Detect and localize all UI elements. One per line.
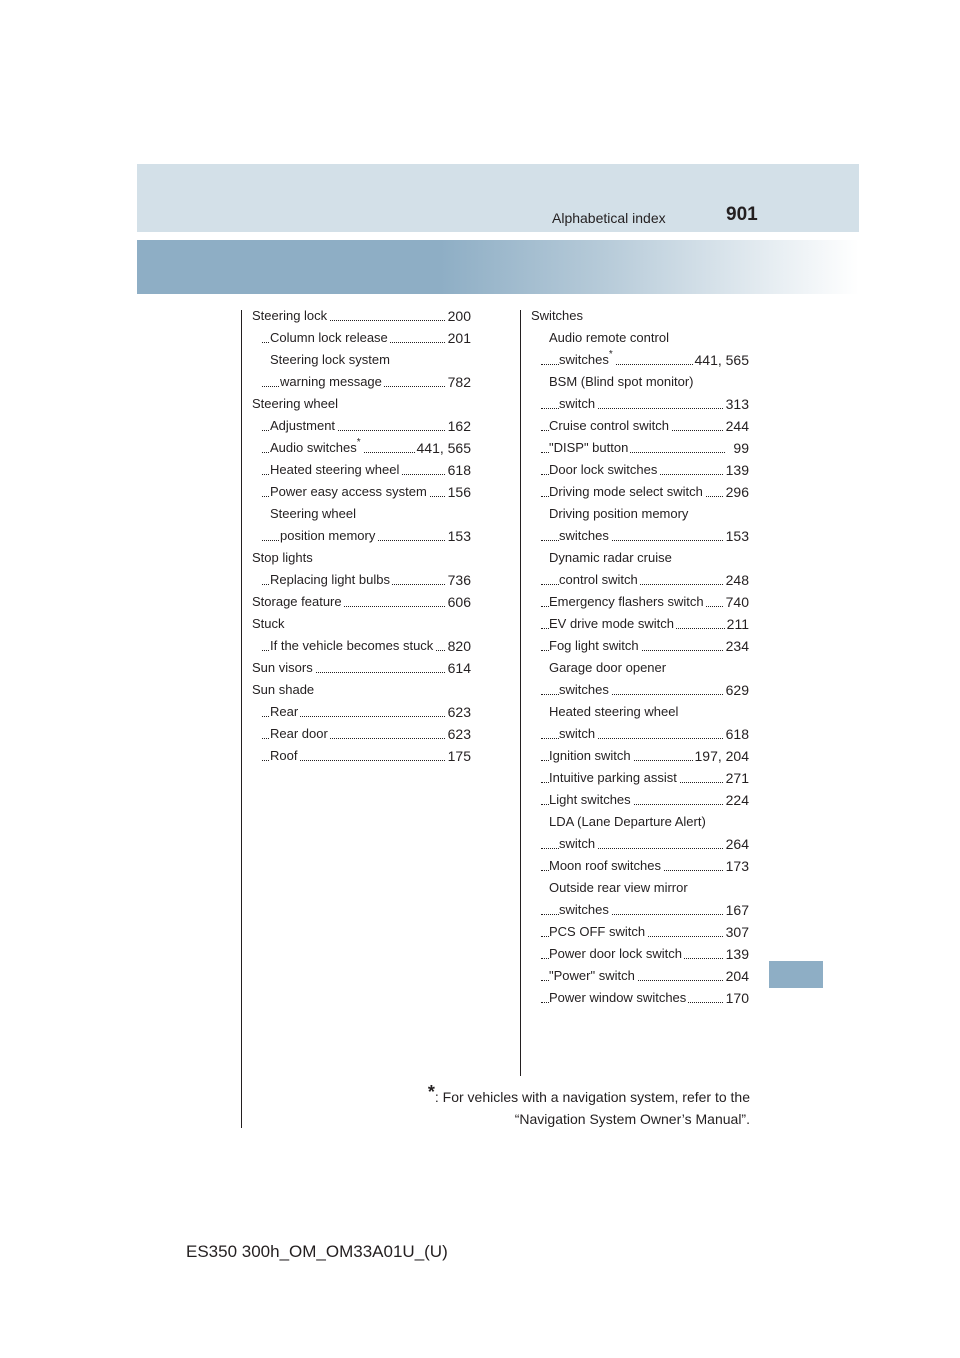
index-entry-label: switches <box>559 902 609 917</box>
index-entry <box>252 393 471 415</box>
index-entry-label: Steering wheel <box>252 396 338 411</box>
index-entry-page: 606 <box>446 591 471 613</box>
index-entry-label: switches* <box>559 349 613 367</box>
index-entry <box>531 877 749 899</box>
index-entry-page: 170 <box>724 987 749 1009</box>
index-entry-label: control switch <box>559 572 638 587</box>
index-column-left <box>252 305 471 767</box>
index-entry-label: Steering wheel <box>270 506 356 521</box>
index-entry-label: Power door lock switch <box>549 946 682 961</box>
index-entry-label: Sun visors <box>252 660 313 675</box>
index-entry-page: 629 <box>724 679 749 701</box>
index-entry-page: 623 <box>446 723 471 745</box>
index-entry <box>531 503 749 525</box>
index-entry-label: Roof <box>270 748 298 763</box>
index-entry-label: "Power" switch <box>549 968 635 983</box>
index-entry-page: 623 <box>446 701 471 723</box>
index-entry <box>531 723 749 745</box>
index-entry-label: Column lock release <box>270 330 388 345</box>
index-entry-page: 162 <box>446 415 471 437</box>
index-entry <box>531 437 749 459</box>
index-entry-page: 224 <box>724 789 749 811</box>
index-entry-page: 153 <box>446 525 471 547</box>
index-entry <box>531 635 749 657</box>
index-entry-page: 307 <box>724 921 749 943</box>
index-entry-page: 200 <box>446 305 471 327</box>
asterisk-mark: * <box>427 1082 435 1102</box>
index-entry-page: 201 <box>446 327 471 349</box>
index-entry-page: 441, 565 <box>415 437 472 459</box>
index-entry <box>531 525 749 547</box>
index-entry-label: Driving position memory <box>549 506 689 521</box>
index-entry-page: 244 <box>724 415 749 437</box>
index-entry <box>531 943 749 965</box>
index-entry-label: Ignition switch <box>549 748 631 763</box>
index-entry-label: switches <box>559 682 609 697</box>
index-entry-page: 248 <box>724 569 749 591</box>
index-entry-label: Driving mode select switch <box>549 484 703 499</box>
index-entry <box>531 547 749 569</box>
index-entry <box>252 305 471 327</box>
index-entry-page: 264 <box>724 833 749 855</box>
index-entry-label: Emergency flashers switch <box>549 594 704 609</box>
index-entry-label: Adjustment <box>270 418 336 433</box>
index-entry-label: Rear <box>270 704 299 719</box>
index-entry <box>531 459 749 481</box>
index-entry-page: 197, 204 <box>693 745 750 767</box>
index-entry-label: Steering lock system <box>270 352 390 367</box>
manual-code: ES350 300h_OM_OM33A01U_(U) <box>186 1242 448 1261</box>
index-entry-label: Sun shade <box>252 682 315 697</box>
index-entry-page: 173 <box>724 855 749 877</box>
index-entry <box>531 349 749 371</box>
index-entry-label: position memory <box>280 528 376 543</box>
index-entry <box>252 635 471 657</box>
index-entry-page: 296 <box>724 481 749 503</box>
index-entry <box>252 591 471 613</box>
left-margin-rule <box>241 310 242 1128</box>
index-entry <box>531 613 749 635</box>
index-column-right <box>531 305 749 1009</box>
index-entry-page: 99 <box>731 437 749 459</box>
index-entry <box>252 437 471 459</box>
index-entry-label: switch <box>559 396 596 411</box>
index-entry <box>252 657 471 679</box>
index-entry <box>531 679 749 701</box>
index-entry <box>252 349 471 371</box>
index-entry-label: Rear door <box>270 726 328 741</box>
index-entry <box>252 459 471 481</box>
index-entry-label: Replacing light bulbs <box>270 572 390 587</box>
index-entry-page: 167 <box>724 899 749 921</box>
index-entry <box>531 591 749 613</box>
index-entry-label: EV drive mode switch <box>549 616 674 631</box>
index-entry-label: Stuck <box>252 616 285 631</box>
index-entry-page: 313 <box>724 393 749 415</box>
index-entry-label: Garage door opener <box>549 660 667 675</box>
index-entry-label: Fog light switch <box>549 638 639 653</box>
index-entry-label: Moon roof switches <box>549 858 661 873</box>
index-entry <box>252 613 471 635</box>
asterisk-mark: * <box>608 349 613 360</box>
index-entry-label: Audio remote control <box>549 330 669 345</box>
index-entry-page: 204 <box>724 965 749 987</box>
footnote <box>427 1082 750 1130</box>
index-entry <box>252 503 471 525</box>
index-entry-label: Switches <box>531 308 584 323</box>
index-entry <box>531 855 749 877</box>
index-entry-page: 211 <box>725 613 749 635</box>
index-entry-label: Heated steering wheel <box>270 462 400 477</box>
index-entry <box>531 921 749 943</box>
index-entry-label: Outside rear view mirror <box>549 880 688 895</box>
index-entry-page: 175 <box>446 745 471 767</box>
index-entry <box>252 679 471 701</box>
index-entry-label: Power window switches <box>549 990 687 1005</box>
index-entry <box>252 569 471 591</box>
index-entry-page: 441, 565 <box>693 349 750 371</box>
index-entry <box>531 415 749 437</box>
index-entry-label: Door lock switches <box>549 462 658 477</box>
index-entry-page: 234 <box>724 635 749 657</box>
asterisk-mark: * <box>356 437 361 448</box>
index-entry-label: If the vehicle becomes stuck <box>270 638 434 653</box>
index-entry <box>531 987 749 1009</box>
index-entry-page: 782 <box>446 371 471 393</box>
index-entry <box>252 481 471 503</box>
page-number: 901 <box>726 204 758 225</box>
index-entry-label: BSM (Blind spot monitor) <box>549 374 694 389</box>
section-title: Alphabetical index <box>552 210 666 226</box>
index-entry-page: 156 <box>446 481 471 503</box>
index-entry-label: "DISP" button <box>549 440 629 455</box>
index-entry-label: Cruise control switch <box>549 418 669 433</box>
index-entry <box>252 701 471 723</box>
decorative-gradient-band <box>137 240 859 294</box>
index-entry-label: Storage feature <box>252 594 342 609</box>
index-entry <box>531 701 749 723</box>
index-entry <box>531 965 749 987</box>
index-entry <box>531 371 749 393</box>
index-entry-label: Steering lock <box>252 308 328 323</box>
index-entry-label: switch <box>559 726 596 741</box>
index-entry-label: LDA (Lane Departure Alert) <box>549 814 706 829</box>
index-entry <box>531 327 749 349</box>
index-entry <box>531 305 749 327</box>
index-entry-label: Audio switches* <box>270 437 361 455</box>
index-entry <box>531 481 749 503</box>
index-entry-label: Stop lights <box>252 550 313 565</box>
index-entry <box>252 371 471 393</box>
index-entry <box>252 327 471 349</box>
index-entry-page: 271 <box>724 767 749 789</box>
footnote-line-1: *: For vehicles with a navigation system, refer to the <box>427 1082 750 1105</box>
index-entry-page: 153 <box>724 525 749 547</box>
index-entry-page: 139 <box>724 459 749 481</box>
index-entry-page: 618 <box>446 459 471 481</box>
index-entry-page: 139 <box>724 943 749 965</box>
index-entry <box>252 547 471 569</box>
index-entry-label: Light switches <box>549 792 631 807</box>
column-divider-rule <box>520 310 521 1076</box>
index-entry-label: switches <box>559 528 609 543</box>
index-entry-label: switch <box>559 836 596 851</box>
index-entry <box>531 657 749 679</box>
index-entry <box>531 811 749 833</box>
index-entry-page: 614 <box>446 657 471 679</box>
index-entry <box>531 833 749 855</box>
index-entry-page: 618 <box>724 723 749 745</box>
index-entry-label: Intuitive parking assist <box>549 770 677 785</box>
index-entry <box>531 767 749 789</box>
index-entry <box>531 745 749 767</box>
index-entry-label: Dynamic radar cruise <box>549 550 672 565</box>
index-entry-page: 820 <box>446 635 471 657</box>
index-entry-page: 740 <box>724 591 749 613</box>
index-entry <box>531 393 749 415</box>
index-entry-label: Power easy access system <box>270 484 427 499</box>
index-entry-label: PCS OFF switch <box>549 924 646 939</box>
index-entry <box>531 569 749 591</box>
index-entry-label: warning message <box>280 374 382 389</box>
chapter-tab <box>769 961 823 988</box>
index-entry <box>252 745 471 767</box>
index-entry <box>252 723 471 745</box>
index-entry <box>531 789 749 811</box>
index-entry-page: 736 <box>446 569 471 591</box>
index-entry <box>252 415 471 437</box>
index-entry <box>252 525 471 547</box>
index-entry <box>531 899 749 921</box>
index-entry-label: Heated steering wheel <box>549 704 679 719</box>
footnote-line-2: “Navigation System Owner’s Manual”. <box>514 1111 750 1127</box>
